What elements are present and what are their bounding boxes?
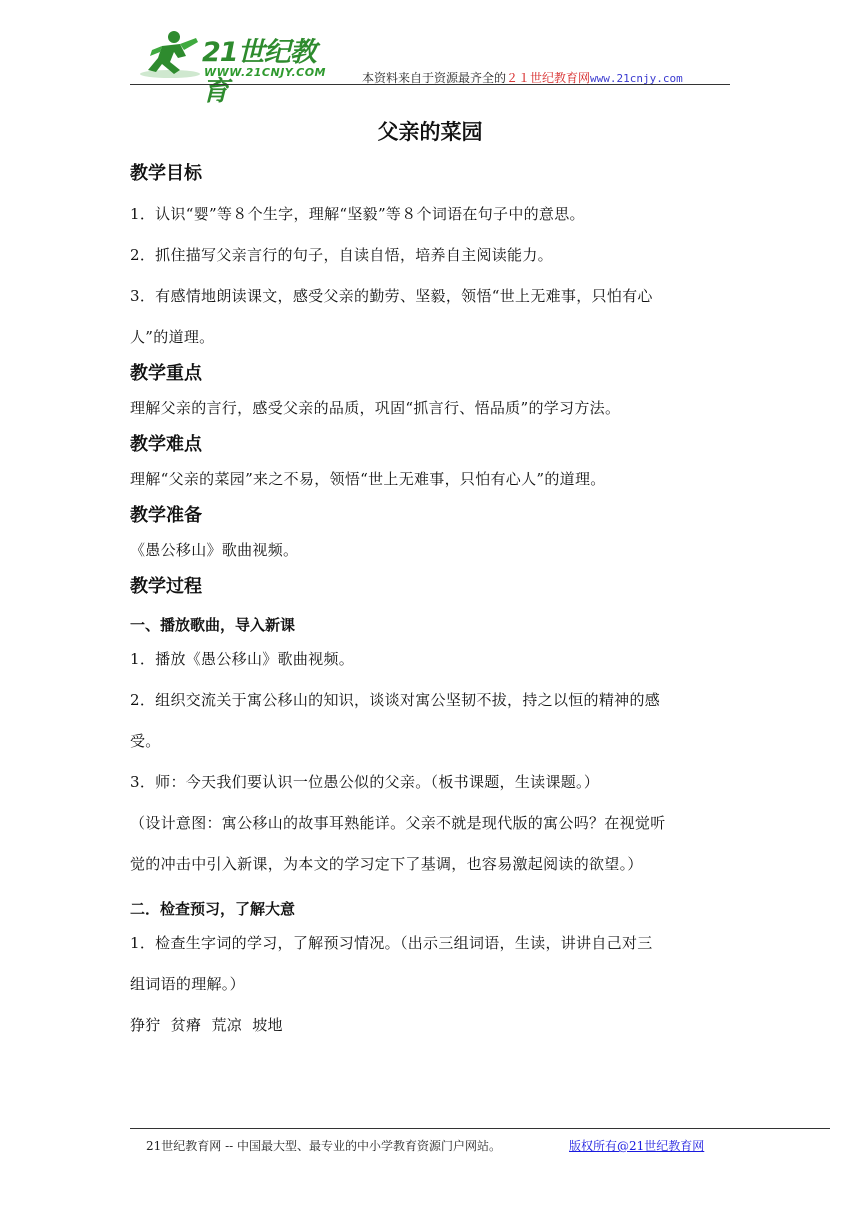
section-heading-preparation: 教学准备 — [130, 505, 202, 526]
document-title: 父亲的菜园 — [377, 120, 483, 144]
vocabulary-line: 狰狞 贫瘠 荒凉 坡地 — [130, 1016, 283, 1034]
site-logo[interactable] — [140, 24, 340, 107]
process-line: 1．检查生字词的学习，了解预习情况。（出示三组词语，生读，讲讲自己对三 — [130, 934, 653, 952]
footer-divider — [130, 1128, 830, 1129]
section-heading-key-points: 教学重点 — [130, 363, 202, 384]
process-line: 受。 — [130, 732, 161, 750]
tagline-url[interactable]: www.21cnjy.com — [590, 72, 683, 85]
preparation-text: 《愚公移山》歌曲视频。 — [130, 541, 299, 559]
footer-text: 21世纪教育网 -- 中国最大型、最专业的中小学教育资源门户网站。 — [146, 1139, 502, 1153]
process-part1-heading: 一、播放歌曲，导入新课 — [130, 616, 296, 634]
process-line: 觉的冲击中引入新课，为本文的学习定下了基调，也容易激起阅读的欲望。） — [130, 855, 643, 873]
process-part2-heading: 二．检查预习，了解大意 — [130, 900, 296, 918]
copyright-link[interactable]: 版权所有@21世纪教育网 — [569, 1139, 705, 1153]
goal-item: 2．抓住描写父亲言行的句子，自读自悟，培养自主阅读能力。 — [130, 246, 553, 264]
goal-item: 人”的道理。 — [130, 328, 215, 346]
goal-item: 3．有感情地朗读课文，感受父亲的勤劳、坚毅，领悟“世上无难事，只怕有心 — [130, 287, 653, 305]
header-divider — [130, 84, 730, 85]
tagline-brand[interactable]: ２１世纪教育网 — [506, 71, 591, 85]
process-line: 1．播放《愚公移山》歌曲视频。 — [130, 650, 355, 668]
difficulties-text: 理解“父亲的菜园”来之不易，领悟“世上无难事，只怕有心人”的道理。 — [130, 470, 606, 488]
section-heading-difficulties: 教学难点 — [130, 434, 202, 455]
tagline-prefix: 本资料来自于资源最齐全的 — [362, 71, 507, 85]
logo-url: WWW.21CNJY.COM — [204, 66, 326, 79]
runner-logo-icon — [140, 28, 210, 80]
process-line: （设计意图：寓公移山的故事耳熟能详。父亲不就是现代版的寓公吗？在视觉听 — [130, 814, 666, 832]
logo-text: 21世纪教育 — [202, 37, 316, 107]
process-line: 3．师：今天我们要认识一位愚公似的父亲。（板书课题，生读课题。） — [130, 773, 600, 791]
key-points-text: 理解父亲的言行，感受父亲的品质，巩固“抓言行、悟品质”的学习方法。 — [130, 399, 621, 417]
page-header — [130, 22, 730, 107]
goal-item: 1．认识“婴”等８个生字，理解“坚毅”等８个词语在句子中的意思。 — [130, 205, 585, 223]
process-line: 2．组织交流关于寓公移山的知识，谈谈对寓公坚韧不拔，持之以恒的精神的感 — [130, 691, 661, 709]
process-line: 组词语的理解。） — [130, 975, 245, 993]
section-heading-process: 教学过程 — [130, 576, 202, 597]
section-heading-goals: 教学目标 — [130, 163, 202, 184]
document-body — [130, 160, 730, 1046]
